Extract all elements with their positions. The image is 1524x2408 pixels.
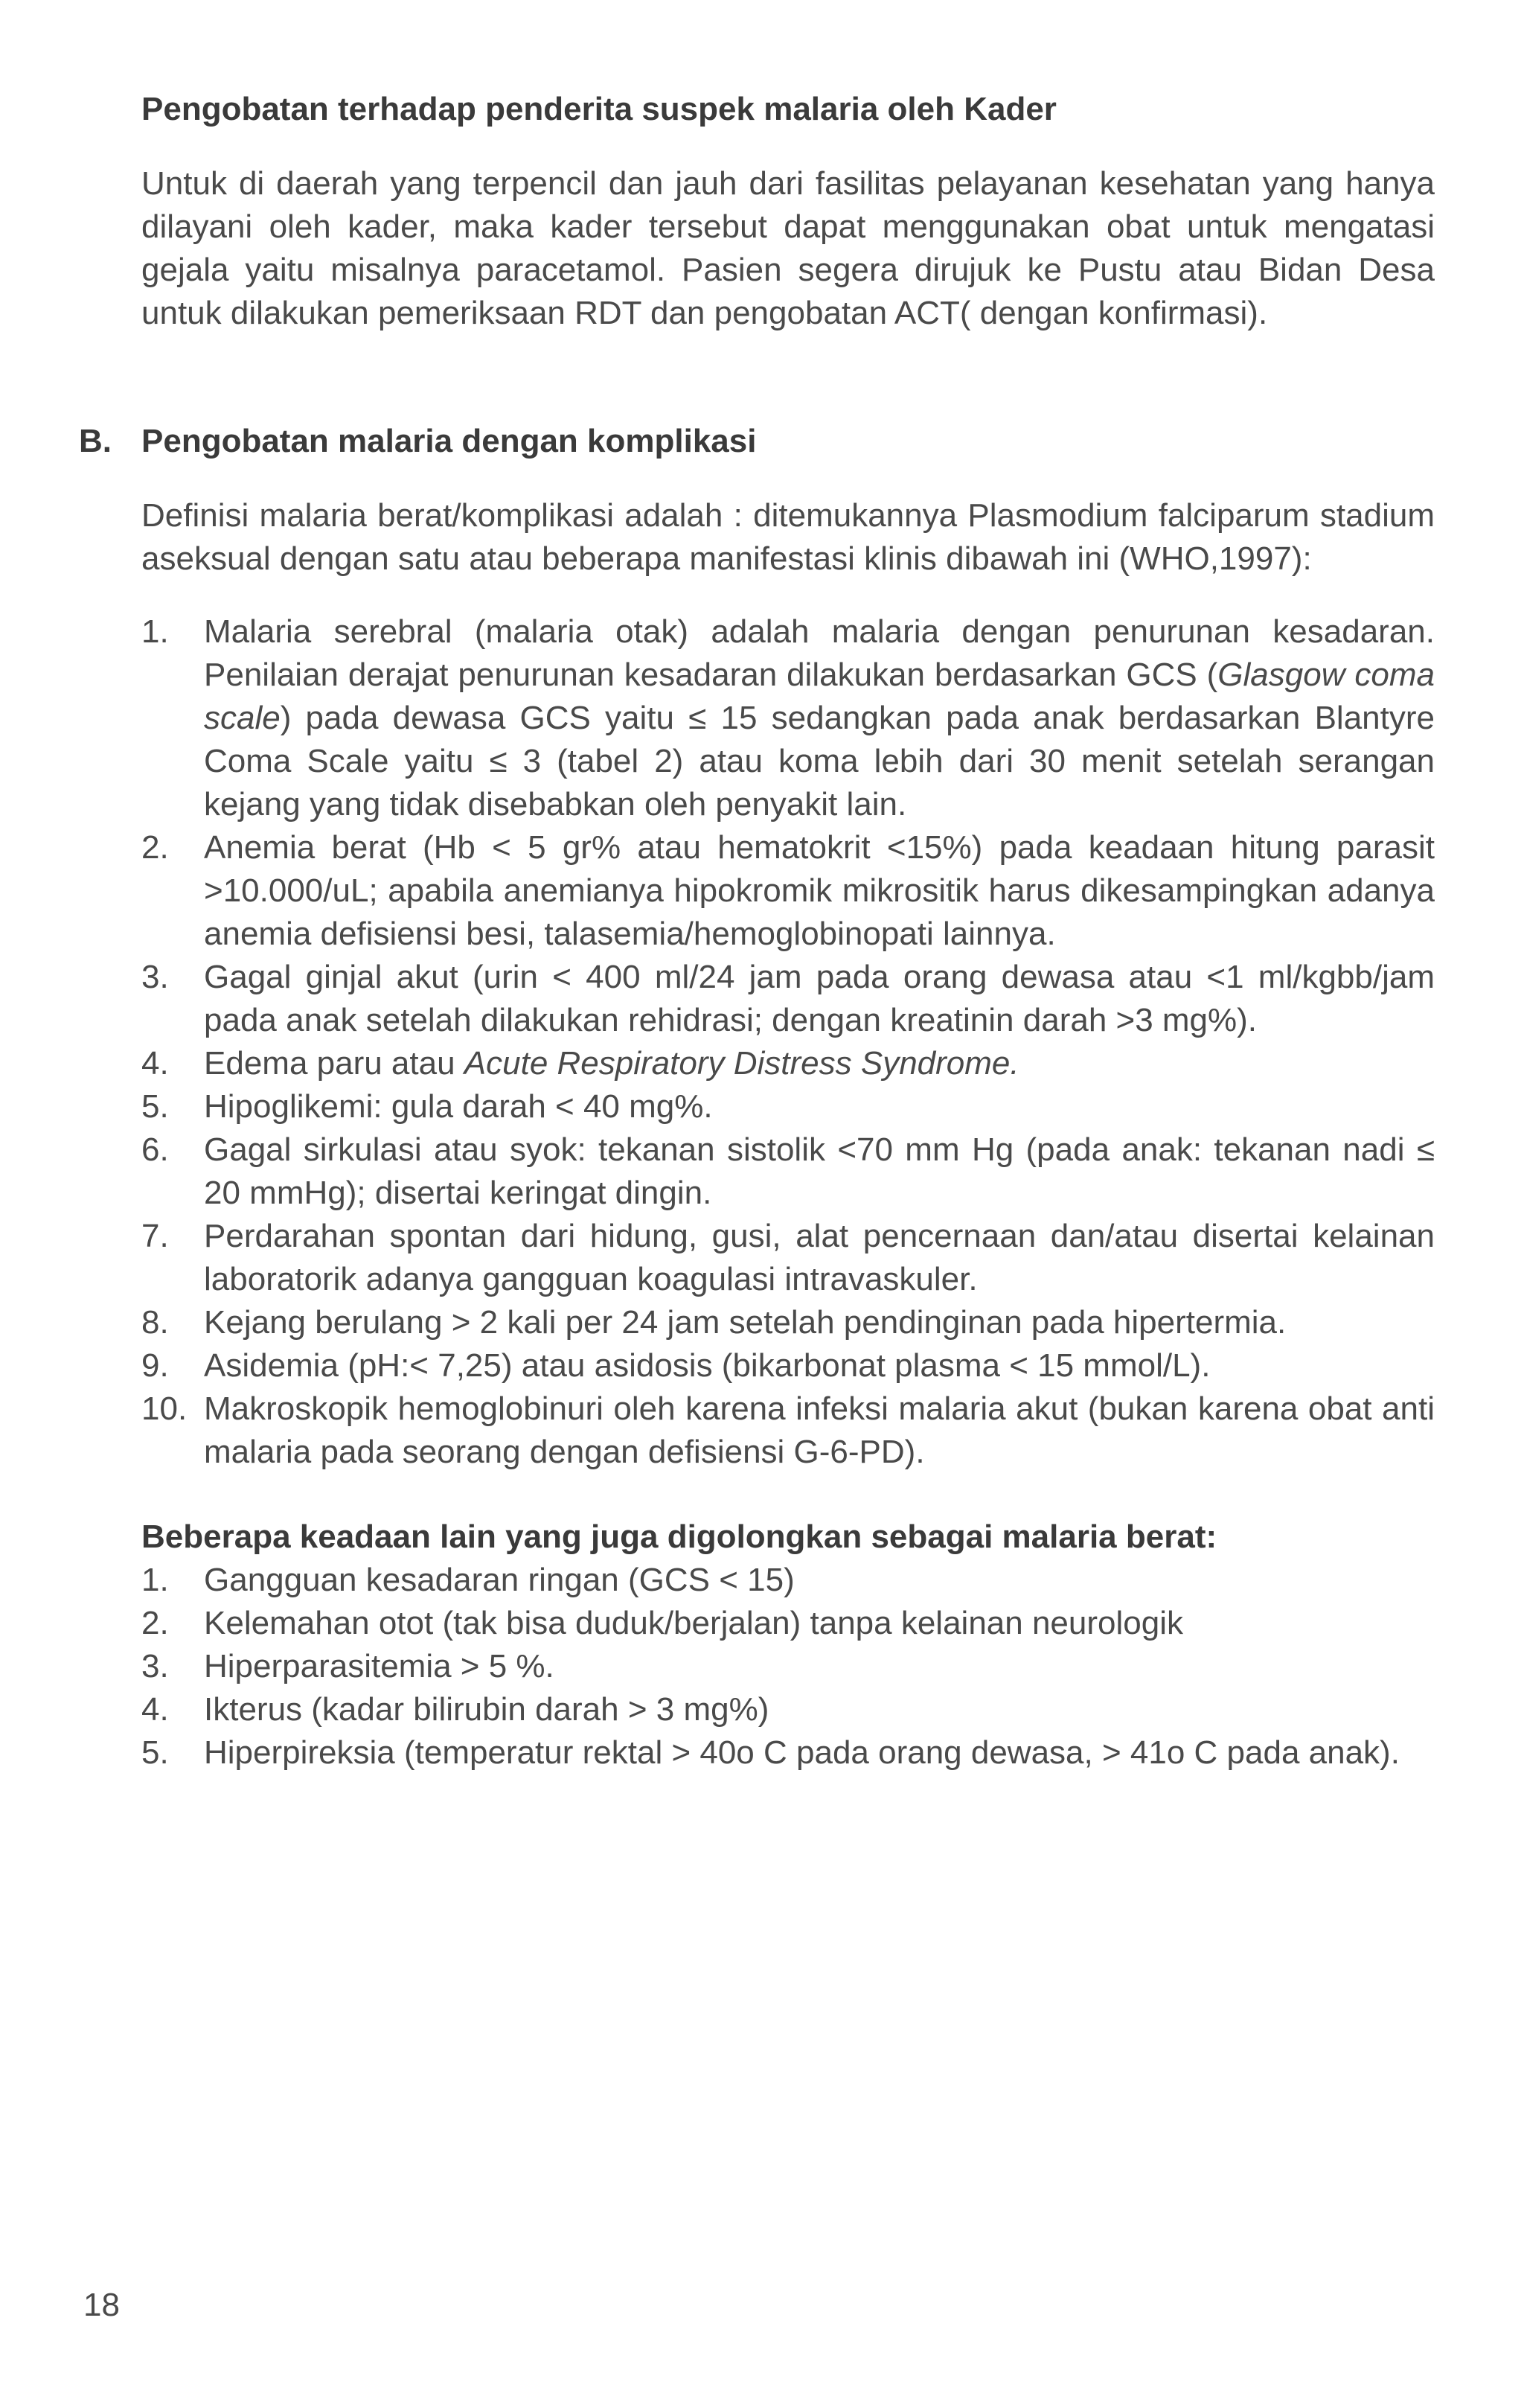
- section-kader-body: Untuk di daerah yang terpencil dan jauh dari fasilitas pelayanan kesehatan yang hanya dilayani oleh kader, maka kader tersebut dapat menggunakan obat untuk mengatasi gejala yaitu misalnya paracetamol. Pasien segera dirujuk ke Pustu atau Bidan Desa untuk dilakukan pemeriksaan RDT dan pengobatan ACT( dengan konfirmasi).: [141, 165, 1435, 331]
- list-item-text: Anemia berat (Hb < 5 gr% atau hematokrit <15%) pada keadaan hitung parasit >10.000/uL; apabila anemianya hipokromik mikrositik harus dikesampingkan adanya anemia defisiensi besi, talasemia/hemoglobinopati lainnya.: [204, 829, 1435, 952]
- section-b-title: Pengobatan malaria dengan komplikasi: [141, 423, 757, 459]
- list-item: [141, 1042, 1435, 1085]
- list-item: [141, 1645, 1435, 1688]
- list-item-text: Hipoglikemi: gula darah < 40 mg%.: [204, 1088, 713, 1125]
- section-b-intro: Definisi malaria berat/komplikasi adalah : ditemukannya Plasmodium falciparum stadium aseksual dengan satu atau beberapa manifestasi klinis dibawah ini (WHO,1997):: [141, 497, 1435, 577]
- list-item-text: Edema paru atau: [204, 1045, 464, 1082]
- list-item-number: 1.: [141, 613, 169, 650]
- list-item: [141, 1387, 1435, 1474]
- page-number: 18: [83, 2287, 120, 2323]
- list-item-number: 2.: [141, 829, 169, 866]
- list-item-text: Asidemia (pH:< 7,25) atau asidosis (bikarbonat plasma < 15 mmol/L).: [204, 1347, 1211, 1384]
- list-item-text: Gagal sirkulasi atau syok: tekanan sistolik <70 mm Hg (pada anak: tekanan nadi ≤ 20 mmHg); disertai keringat dingin.: [204, 1131, 1435, 1211]
- list-item: [141, 1731, 1435, 1775]
- list-item: [141, 1602, 1435, 1645]
- section-kader-title: Pengobatan terhadap penderita suspek malaria oleh Kader: [141, 91, 1057, 127]
- list-item-number: 1.: [141, 1562, 169, 1598]
- list-item-number: 4.: [141, 1691, 169, 1728]
- list-item-number: 5.: [141, 1088, 169, 1125]
- list-item-number: 6.: [141, 1131, 169, 1168]
- list-item: [141, 1128, 1435, 1215]
- list-item-text: Hiperpireksia (temperatur rektal > 40o C pada orang dewasa, > 41o C pada anak).: [204, 1734, 1400, 1771]
- list-item-text: Gangguan kesadaran ringan (GCS < 15): [204, 1562, 795, 1598]
- list-item: [141, 956, 1435, 1042]
- section-b-heading: [79, 420, 1435, 463]
- list-item-number: 5.: [141, 1734, 169, 1771]
- list-item-number: 10.: [141, 1390, 188, 1427]
- list-item: [141, 1559, 1435, 1602]
- list-item: [141, 1215, 1435, 1301]
- list-item-italic-text: Acute Respiratory Distress Syndrome.: [464, 1045, 1019, 1082]
- list-item-text: Makroskopik hemoglobinuri oleh karena infeksi malaria akut (bukan karena obat anti malaria pada seorang dengan defisiensi G-6-PD).: [204, 1390, 1435, 1470]
- list-item-number: 4.: [141, 1045, 169, 1082]
- list-item-text: Perdarahan spontan dari hidung, gusi, alat pencernaan dan/atau disertai kelainan laboratorik adanya gangguan koagulasi intravaskuler.: [204, 1218, 1435, 1297]
- list-item-number: 8.: [141, 1304, 169, 1341]
- list-item-number: 2.: [141, 1605, 169, 1641]
- list-item-number: 9.: [141, 1347, 169, 1384]
- list-item: [141, 1344, 1435, 1387]
- list-item-text: Malaria serebral (malaria otak) adalah malaria dengan penurunan kesadaran. Penilaian derajat penurunan kesadaran dilakukan berdasarkan GCS (: [204, 613, 1435, 693]
- list-item-number: 7.: [141, 1218, 169, 1254]
- list-item-text: Ikterus (kadar bilirubin darah > 3 mg%): [204, 1691, 769, 1728]
- list-item-italic-text: Glasgow coma scale: [204, 657, 1435, 736]
- other-conditions-list: [141, 1559, 1435, 1775]
- list-item: [141, 826, 1435, 956]
- list-item: [141, 1301, 1435, 1344]
- list-item-text: Hiperparasitemia > 5 %.: [204, 1648, 554, 1684]
- list-item: [141, 1085, 1435, 1128]
- list-item: [141, 1688, 1435, 1731]
- list-item-text: Kejang berulang > 2 kali per 24 jam setelah pendinginan pada hipertermia.: [204, 1304, 1287, 1341]
- complication-list: [141, 610, 1435, 1474]
- section-other-title: Beberapa keadaan lain yang juga digolongkan sebagai malaria berat:: [141, 1518, 1217, 1555]
- list-item-number: 3.: [141, 1648, 169, 1684]
- list-item-text: Gagal ginjal akut (urin < 400 ml/24 jam pada orang dewasa atau <1 ml/kgbb/jam pada anak setelah dilakukan rehidrasi; dengan kreatinin darah >3 mg%).: [204, 959, 1435, 1038]
- list-item: [141, 610, 1435, 826]
- list-item-number: 3.: [141, 959, 169, 995]
- page-content: [79, 88, 1435, 1775]
- section-b-letter: B.: [79, 423, 112, 459]
- list-item-text: Kelemahan otot (tak bisa duduk/berjalan) tanpa kelainan neurologik: [204, 1605, 1183, 1641]
- list-item-text: ) pada dewasa GCS yaitu ≤ 15 sedangkan pada anak berdasarkan Blantyre Coma Scale yaitu ≤ 3 (tabel 2) atau koma lebih dari 30 menit setelah serangan kejang yang tidak disebabkan oleh penyakit lain.: [204, 700, 1435, 823]
